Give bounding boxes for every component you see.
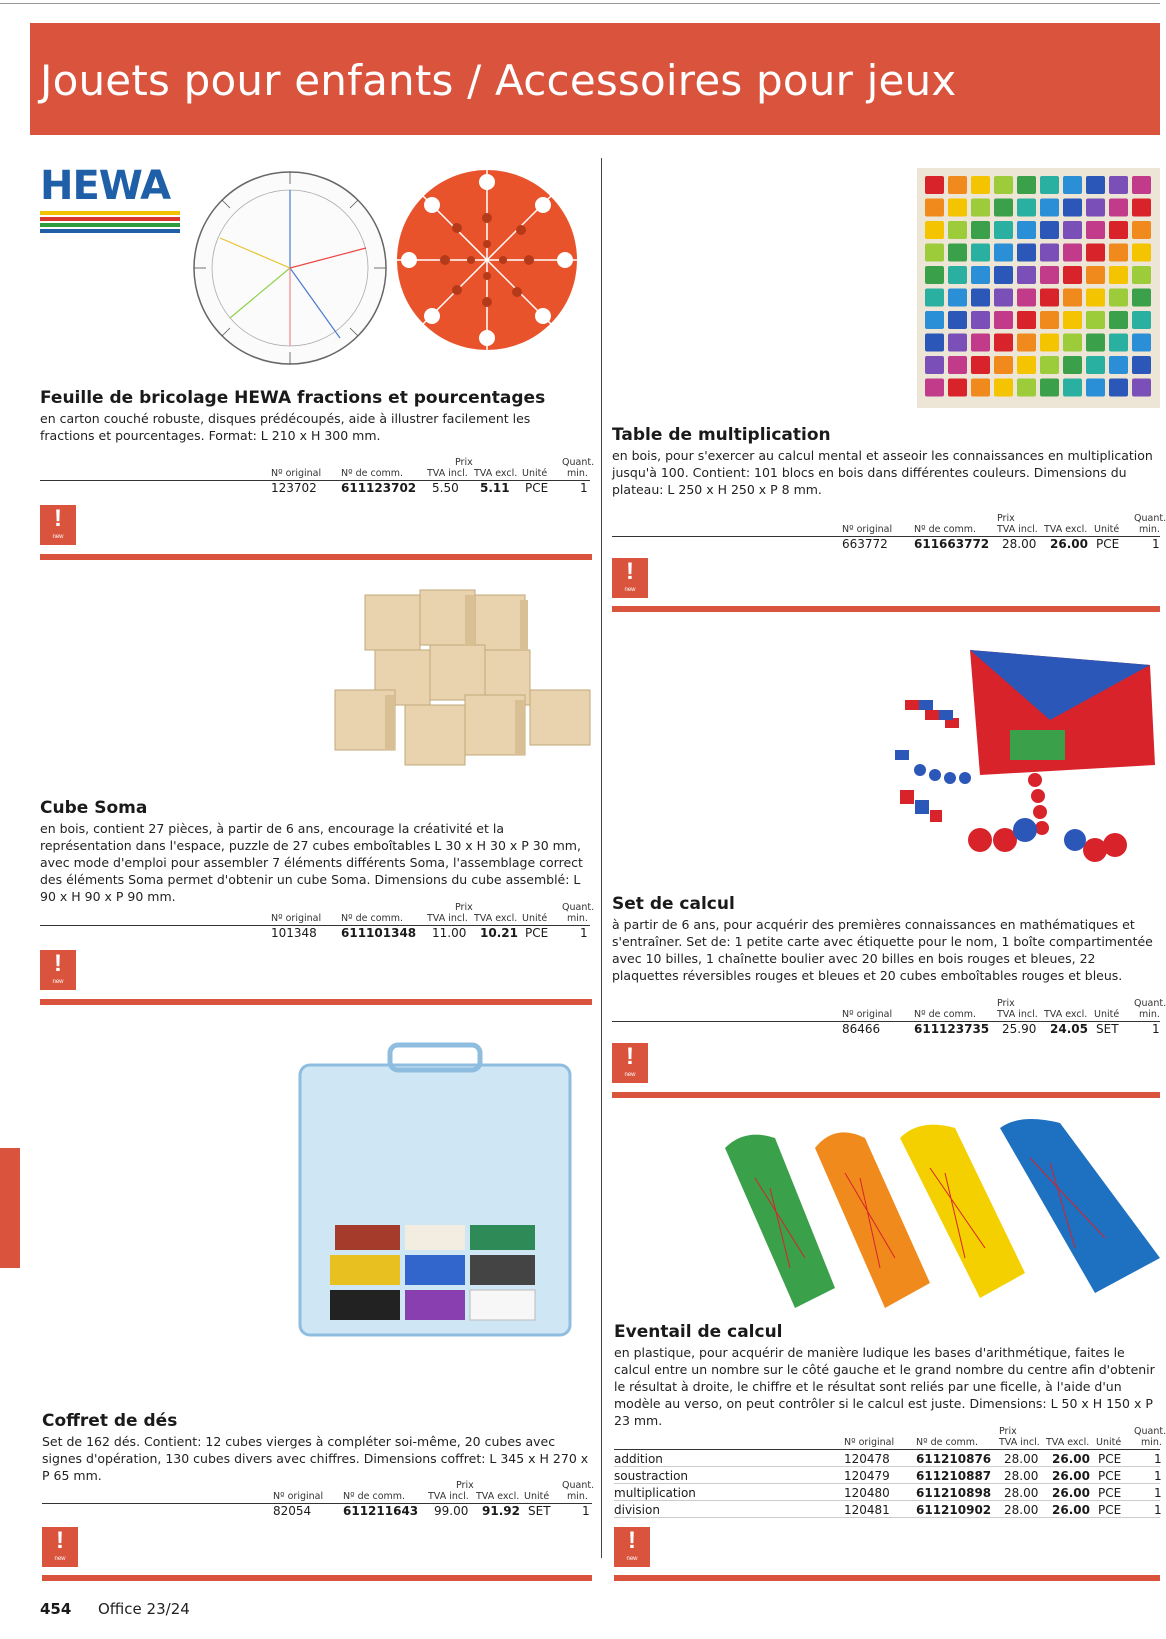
board-block (948, 244, 967, 262)
cell-tva-excl: 26.00 (1052, 1503, 1090, 1517)
board-block (1017, 356, 1036, 374)
cell-tva-incl: 28.00 (1004, 1503, 1039, 1517)
board-block (1063, 379, 1082, 397)
header-quant: Quant. (562, 902, 595, 913)
header-original: Nº original (842, 524, 893, 535)
catalog-name: Office 23/24 (98, 1600, 190, 1618)
header-quant: Quant. (1134, 998, 1166, 1009)
board-block (1040, 334, 1059, 352)
section-separator (40, 999, 592, 1005)
top-rule (0, 3, 1160, 4)
header-min: min. (1139, 524, 1160, 535)
board-block (1132, 176, 1151, 194)
board-block (1017, 199, 1036, 217)
board-block (1086, 311, 1105, 329)
header-comm: Nº de comm. (341, 913, 404, 924)
board-block (1063, 199, 1082, 217)
board-block (1017, 311, 1036, 329)
board-block (1040, 176, 1059, 194)
cell-name: division (614, 1503, 660, 1517)
hewa-logo-word: HEWA (40, 163, 171, 209)
cell-comm: 611123735 (914, 1022, 990, 1036)
product-feuille (40, 388, 585, 444)
header-tva-incl: TVA incl. (427, 468, 468, 479)
hewa-logo (40, 163, 180, 233)
board-block (925, 311, 944, 329)
logo-stripe (40, 223, 180, 227)
cell-tva-incl: 25.90 (1002, 1022, 1037, 1036)
cell-name: multiplication (614, 1486, 696, 1500)
header-prix: Prix (999, 1426, 1017, 1437)
board-block (925, 356, 944, 374)
board-block (1063, 176, 1082, 194)
board-block (994, 289, 1013, 307)
cell-unite: PCE (1096, 537, 1120, 551)
header-min: min. (567, 468, 588, 479)
cell-tva-incl: 28.00 (1004, 1486, 1039, 1500)
header-quant: Quant. (1134, 513, 1166, 524)
header-tva-excl: TVA excl. (474, 913, 518, 924)
header-tva-incl: TVA incl. (997, 1009, 1038, 1020)
header-prix: Prix (997, 998, 1015, 1009)
cell-tva-excl: 26.00 (1052, 1469, 1090, 1483)
cell-min: 1 (1154, 1503, 1162, 1517)
table-row (42, 1504, 592, 1519)
board-block (994, 199, 1013, 217)
header-unite: Unité (522, 913, 548, 924)
board-block (1063, 356, 1082, 374)
board-block (925, 221, 944, 239)
fraction-disc-image (395, 168, 580, 358)
board-block (1017, 379, 1036, 397)
cell-unite: SET (528, 1504, 551, 1518)
board-block (1132, 266, 1151, 284)
table-row (614, 1501, 1160, 1518)
page-number: 454 (40, 1600, 72, 1618)
board-block (994, 334, 1013, 352)
cell-tva-incl: 11.00 (432, 926, 467, 940)
board-block (1132, 379, 1151, 397)
header-original: Nº original (271, 468, 322, 479)
product-set-calcul (612, 894, 1160, 984)
board-block (1109, 356, 1128, 374)
cell-unite: PCE (525, 481, 549, 495)
cell-min: 1 (1154, 1452, 1162, 1466)
table-row (40, 926, 590, 941)
product-description: en plastique, pour acquérir de manière ludique les bases d'arithmétique, faites le calcul entre un nombre sur le côté gauche et le grand nombre du centre afin d'obtenir le résultat à droite, le chiffre et le résultat sont reliés par une ficelle, à l'aide d'un modèle au verso, on peut contrôler si le calcul est juste. Dimensions: L 50 x H 150 x P 23 mm. (614, 1345, 1155, 1428)
header-original: Nº original (842, 1009, 893, 1020)
board-block (1132, 199, 1151, 217)
board-block (1017, 334, 1036, 352)
cell-tva-excl: 91.92 (482, 1504, 520, 1518)
board-block (1132, 311, 1151, 329)
cell-name: addition (614, 1452, 663, 1466)
page-title: Jouets pour enfants / Accessoires pour jeux (40, 56, 957, 105)
cell-original: 86466 (842, 1022, 881, 1036)
board-block (1063, 244, 1082, 262)
cell-comm: 611210898 (916, 1486, 992, 1500)
board-block (925, 289, 944, 307)
cell-original: 663772 (842, 537, 888, 551)
logo-stripe (40, 211, 180, 215)
column-divider (601, 158, 602, 1558)
board-block (1132, 356, 1151, 374)
board-block (1086, 334, 1105, 352)
board-block (1040, 379, 1059, 397)
board-block (925, 379, 944, 397)
board-block (1040, 311, 1059, 329)
cell-original: 120481 (844, 1503, 890, 1517)
board-block (1109, 311, 1128, 329)
header-unite: Unité (1094, 524, 1120, 535)
header-tva-excl: TVA excl. (1044, 1009, 1088, 1020)
board-block (971, 176, 990, 194)
board-block (1086, 266, 1105, 284)
header-min: min. (567, 913, 588, 924)
table-row (40, 481, 590, 496)
product-title: Set de calcul (612, 894, 735, 914)
board-block (1132, 221, 1151, 239)
section-separator (42, 1575, 592, 1581)
board-block (1132, 334, 1151, 352)
product-description: à partir de 6 ans, pour acquérir des premières connaissances en mathématiques et s'entraîner. Set de: 1 petite carte avec étiquette pour le nom, 1 boîte compartimentée avec 10 billes, 1 chaînette boulier avec 20 billes en bois rouges et bleues, 22 plaquettes réversibles rouges et bleues et 20 cubes emboîtables rouges et bleus. (612, 917, 1153, 983)
cell-tva-excl: 26.00 (1050, 537, 1088, 551)
product-title: Eventail de calcul (614, 1322, 783, 1342)
section-separator (614, 1575, 1160, 1581)
table-row (614, 1484, 1160, 1501)
board-block (1017, 176, 1036, 194)
cell-name: soustraction (614, 1469, 689, 1483)
new-badge: ! new (612, 1043, 648, 1083)
header-tva-excl: TVA excl. (1044, 524, 1088, 535)
price-table (614, 1426, 1166, 1518)
header-comm: Nº de comm. (341, 468, 404, 479)
cell-tva-incl: 28.00 (1002, 537, 1037, 551)
new-badge: ! new (40, 950, 76, 990)
board-block (994, 266, 1013, 284)
board-block (948, 221, 967, 239)
side-tab (0, 1148, 20, 1268)
header-original: Nº original (844, 1437, 895, 1448)
cell-unite: PCE (1098, 1469, 1122, 1483)
cell-comm: 611663772 (914, 537, 990, 551)
product-description: en carton couché robuste, disques prédécoupés, aide à illustrer facilement les fractions et pourcentages. Format: L 210 x H 300 mm. (40, 411, 531, 443)
cell-tva-incl: 28.00 (1004, 1469, 1039, 1483)
product-eventail-calcul (614, 1322, 1160, 1429)
table-row (614, 1467, 1160, 1484)
price-table (612, 998, 1166, 1037)
logo-stripe (40, 229, 180, 233)
header-tva-incl: TVA incl. (997, 524, 1038, 535)
new-badge: ! new (612, 558, 648, 598)
board-block (971, 379, 990, 397)
board-block (994, 356, 1013, 374)
board-block (1017, 221, 1036, 239)
board-block (1109, 266, 1128, 284)
board-block (1109, 289, 1128, 307)
header-prix: Prix (997, 513, 1015, 524)
board-block (948, 289, 967, 307)
board-block (948, 334, 967, 352)
table-row (612, 1022, 1160, 1037)
board-block (1040, 221, 1059, 239)
new-badge: ! new (614, 1527, 650, 1567)
product-cube-soma (40, 798, 592, 905)
cell-min: 1 (1154, 1486, 1162, 1500)
header-prix: Prix (455, 457, 473, 468)
price-table (40, 902, 595, 941)
board-block (971, 311, 990, 329)
product-title: Feuille de bricolage HEWA fractions et pourcentages (40, 388, 546, 408)
board-block (948, 379, 967, 397)
board-block (925, 176, 944, 194)
header-comm: Nº de comm. (343, 1491, 406, 1502)
product-title: Table de multiplication (612, 425, 831, 445)
cell-tva-incl: 28.00 (1004, 1452, 1039, 1466)
board-block (1109, 176, 1128, 194)
board-block (971, 266, 990, 284)
cell-unite: SET (1096, 1022, 1119, 1036)
cell-unite: PCE (1098, 1452, 1122, 1466)
price-table (40, 457, 595, 496)
cell-comm: 611210902 (916, 1503, 992, 1517)
board-block (1063, 289, 1082, 307)
cell-original: 82054 (273, 1504, 312, 1518)
cell-original: 120479 (844, 1469, 890, 1483)
board-block (1086, 379, 1105, 397)
cell-tva-excl: 26.00 (1052, 1452, 1090, 1466)
cell-min: 1 (1152, 537, 1160, 551)
product-title: Coffret de dés (42, 1411, 178, 1431)
board-block (948, 199, 967, 217)
board-block (1086, 221, 1105, 239)
header-quant: Quant. (562, 457, 595, 468)
cell-min: 1 (582, 1504, 590, 1518)
board-block (1086, 176, 1105, 194)
calcul-set-image (900, 640, 1160, 905)
cell-tva-excl: 26.00 (1052, 1486, 1090, 1500)
price-table (612, 513, 1166, 552)
cell-original: 120480 (844, 1486, 890, 1500)
board-block (1086, 199, 1105, 217)
board-block (1040, 289, 1059, 307)
section-separator (612, 606, 1160, 612)
product-description: en bois, pour s'exercer au calcul mental et asseoir les connaissances en multiplication jusqu'à 100. Contient: 101 blocs en bois dans différentes couleurs. Dimensions du plateau: L 250 x H 250 x P 8 mm. (612, 448, 1153, 497)
soma-cube-image (335, 575, 595, 780)
calculation-fan-image (715, 1118, 1165, 1323)
product-description: en bois, contient 27 pièces, à partir de 6 ans, encourage la créativité et la représentation dans l'espace, puzzle de 27 cubes emboîtables L 30 x H 30 x P 30 mm, avec mode d'emploi pour assembler 7 éléments différents Soma, l'assemblage correct des éléments Soma permet d'obtenir un cube Soma. Dimensions du cube assemblé: L 90 x H 90 x P 90 mm. (40, 821, 583, 904)
board-block (948, 311, 967, 329)
board-block (1109, 334, 1128, 352)
board-block (994, 221, 1013, 239)
header-min: min. (567, 1491, 588, 1502)
header-min: min. (1141, 1437, 1162, 1448)
cell-tva-excl: 10.21 (480, 926, 518, 940)
board-block (971, 244, 990, 262)
board-block (994, 379, 1013, 397)
product-table-multiplication (612, 425, 1157, 498)
board-block (994, 244, 1013, 262)
board-block (1040, 266, 1059, 284)
board-block (971, 289, 990, 307)
board-block (1017, 266, 1036, 284)
board-block (1017, 289, 1036, 307)
board-block (925, 266, 944, 284)
new-badge: ! new (40, 505, 76, 545)
board-block (971, 199, 990, 217)
board-block (1132, 289, 1151, 307)
header-original: Nº original (271, 913, 322, 924)
header-unite: Unité (1094, 1009, 1120, 1020)
board-block (1040, 244, 1059, 262)
section-separator (40, 554, 592, 560)
cell-unite: PCE (525, 926, 549, 940)
board-block (1063, 266, 1082, 284)
header-original: Nº original (273, 1491, 324, 1502)
product-coffret-des (42, 1411, 594, 1484)
board-block (1063, 221, 1082, 239)
board-block (1017, 244, 1036, 262)
board-block (971, 334, 990, 352)
header-tva-excl: TVA excl. (474, 468, 518, 479)
board-block (994, 311, 1013, 329)
board-block (1109, 199, 1128, 217)
header-tva-incl: TVA incl. (428, 1491, 469, 1502)
product-title: Cube Soma (40, 798, 148, 818)
cell-min: 1 (1152, 1022, 1160, 1036)
board-block (948, 176, 967, 194)
cell-comm: 611210887 (916, 1469, 992, 1483)
cell-tva-excl: 5.11 (480, 481, 510, 495)
cell-tva-incl: 99.00 (434, 1504, 469, 1518)
header-comm: Nº de comm. (914, 1009, 977, 1020)
product-description: Set de 162 dés. Contient: 12 cubes vierges à compléter soi-même, 20 cubes avec signes d'opération, 130 cubes divers avec chiffres. Dimensions coffret: L 345 x H 270 x P 65 mm. (42, 1434, 589, 1483)
header-prix: Prix (456, 1480, 474, 1491)
new-badge: ! new (42, 1527, 78, 1567)
board-block (1109, 244, 1128, 262)
cell-original: 120478 (844, 1452, 890, 1466)
board-block (1063, 334, 1082, 352)
board-block (1132, 244, 1151, 262)
cell-comm: 611211643 (343, 1504, 419, 1518)
cell-tva-excl: 24.05 (1050, 1022, 1088, 1036)
cell-tva-incl: 5.50 (432, 481, 459, 495)
cell-min: 1 (580, 481, 588, 495)
cell-comm: 611210876 (916, 1452, 992, 1466)
header-unite: Unité (524, 1491, 550, 1502)
header-quant: Quant. (562, 1480, 595, 1491)
cell-comm: 611123702 (341, 481, 417, 495)
board-block (1040, 199, 1059, 217)
dice-box-image (280, 1045, 590, 1350)
cell-original: 101348 (271, 926, 317, 940)
board-block (948, 356, 967, 374)
board-block (1086, 244, 1105, 262)
board-block (925, 334, 944, 352)
cell-unite: PCE (1098, 1503, 1122, 1517)
board-block (994, 176, 1013, 194)
multiplication-board-image (917, 168, 1160, 408)
header-tva-excl: TVA excl. (1046, 1437, 1090, 1448)
cell-unite: PCE (1098, 1486, 1122, 1500)
protractor-disc-image (190, 168, 390, 373)
header-tva-incl: TVA incl. (427, 913, 468, 924)
board-block (1040, 356, 1059, 374)
table-row (614, 1450, 1160, 1467)
price-table (42, 1480, 595, 1519)
board-block (948, 266, 967, 284)
header-unite: Unité (1096, 1437, 1122, 1448)
logo-stripe (40, 217, 180, 221)
cell-comm: 611101348 (341, 926, 417, 940)
header-comm: Nº de comm. (914, 524, 977, 535)
board-block (925, 199, 944, 217)
header-quant: Quant. (1134, 1426, 1166, 1437)
header-comm: Nº de comm. (916, 1437, 979, 1448)
board-block (1086, 356, 1105, 374)
cell-min: 1 (1154, 1469, 1162, 1483)
cell-original: 123702 (271, 481, 317, 495)
board-block (971, 356, 990, 374)
header-prix: Prix (455, 902, 473, 913)
header-min: min. (1139, 1009, 1160, 1020)
section-separator (612, 1092, 1160, 1098)
board-block (925, 244, 944, 262)
table-row (612, 537, 1160, 552)
header-tva-excl: TVA excl. (476, 1491, 520, 1502)
board-block (1063, 311, 1082, 329)
header-unite: Unité (522, 468, 548, 479)
cell-min: 1 (580, 926, 588, 940)
board-block (1109, 221, 1128, 239)
header-tva-incl: TVA incl. (999, 1437, 1040, 1448)
board-block (1109, 379, 1128, 397)
board-block (1086, 289, 1105, 307)
board-block (971, 221, 990, 239)
